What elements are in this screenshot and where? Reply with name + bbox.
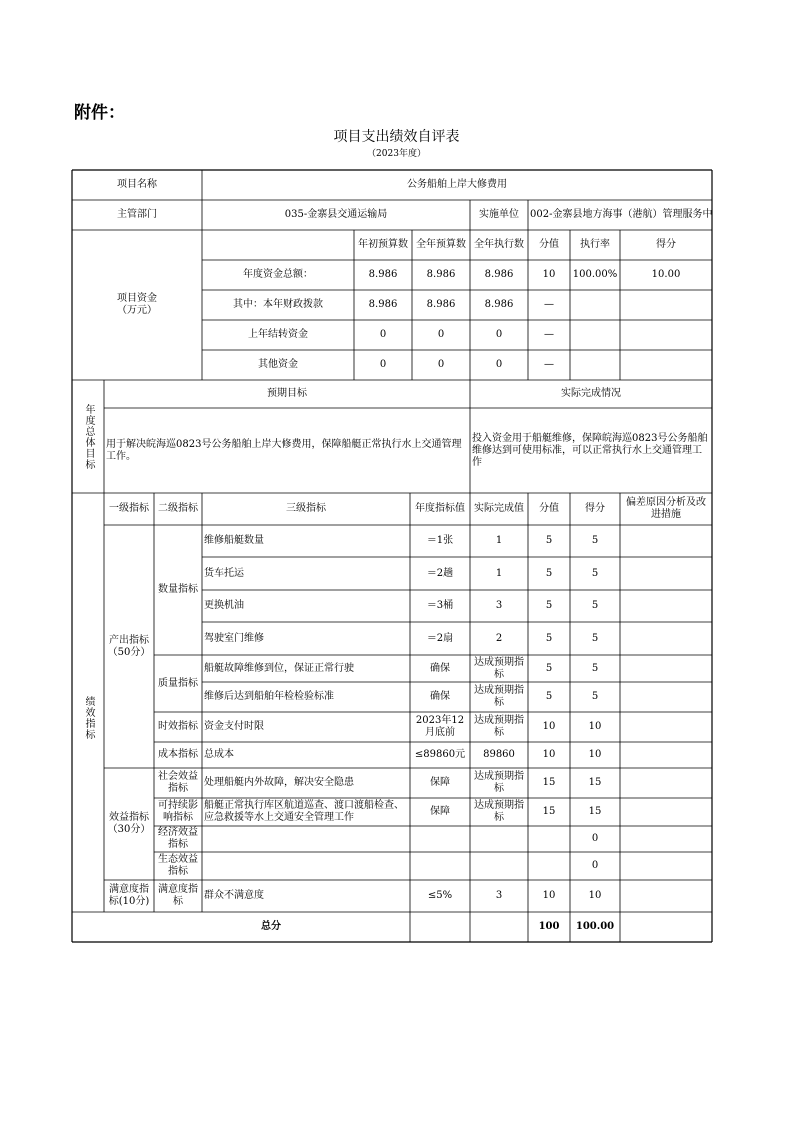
- perf-row-cell: 5: [591, 662, 599, 674]
- perf-row-cell: 15: [542, 806, 556, 817]
- funds-row-cell: 0: [437, 359, 445, 370]
- dept-label: 主管部门: [117, 209, 157, 220]
- perf-row-cell: ≤5%: [427, 890, 453, 901]
- perf-row-cell: 达成预期指标: [474, 771, 524, 794]
- perf-row-cell: 达成预期指标: [474, 800, 524, 823]
- funds-row-cell: [620, 290, 712, 320]
- project-name-label: 项目名称: [117, 179, 157, 190]
- perf-row-cell: 确保: [430, 662, 450, 674]
- perf-row-cell: [620, 742, 712, 768]
- perf-row-cell: 2023年12月底前: [415, 715, 465, 738]
- page-title: 项目支出绩效自评表: [333, 129, 460, 145]
- perf-row-cell: [410, 852, 470, 880]
- perf-row-cell: [620, 712, 712, 742]
- perf-row-name: 货车托运: [204, 567, 244, 579]
- perf-row-cell: [620, 655, 712, 682]
- perf-row-cell: [620, 557, 712, 590]
- funds-row-cell: [620, 320, 712, 350]
- perf-row-cell: [620, 798, 712, 826]
- perf-header: 一级指标: [109, 503, 149, 514]
- perf-row-cell: ＝2趟: [426, 567, 454, 579]
- level2-cell: 社会效益指标: [158, 771, 198, 794]
- funds-row-cell: 0: [437, 329, 445, 340]
- perf-row-cell: [620, 590, 712, 622]
- level2-cell: 成本指标: [158, 749, 198, 760]
- level2-cell: 数量指标: [158, 584, 198, 595]
- perf-row-cell: 1: [495, 567, 503, 579]
- perf-row-name: 驾驶室门维修: [204, 632, 264, 644]
- funds-row-cell: —: [544, 359, 554, 370]
- perf-row-cell: 5: [591, 600, 599, 611]
- funds-row-cell: 0: [495, 329, 503, 340]
- funds-row-name: 其他资金: [258, 359, 298, 370]
- year-note: （2023年度）: [367, 149, 426, 159]
- perf-row-cell: 5: [545, 600, 553, 611]
- perf-row-name: 维修后达到船舶年检检验标准: [204, 691, 334, 702]
- perf-row-cell: 达成预期指标: [474, 715, 524, 738]
- perf-row-cell: [620, 768, 712, 798]
- impl-value: 002-金寨县地方海事（港航）管理服务中: [530, 209, 712, 220]
- funds-row-cell: [570, 350, 620, 380]
- perf-row-name: 船艇正常执行库区航道巡查、渡口渡船检查、应急救援等水上交通安全管理工作: [204, 800, 404, 823]
- funds-row-cell: [570, 320, 620, 350]
- perf-header: 二级指标: [158, 503, 198, 514]
- perf-header: 三级指标: [286, 503, 326, 514]
- perf-row-cell: 0: [591, 833, 599, 844]
- perf-row-cell: 89860: [483, 749, 515, 760]
- perf-row-cell: 10: [588, 890, 602, 901]
- perf-row-cell: [528, 852, 570, 880]
- perf-header: 实际完成值: [474, 503, 524, 514]
- funds-row-cell: 8.986: [368, 269, 398, 280]
- perf-row-name: 群众不满意度: [204, 890, 264, 901]
- perf-row-cell: 达成预期指标: [474, 685, 524, 708]
- perf-row-cell: 0: [591, 860, 599, 871]
- funds-header: 全年执行数: [474, 239, 524, 250]
- perf-row-cell: 10: [588, 749, 602, 760]
- level2-cell: 时效指标: [158, 721, 198, 732]
- perf-row-cell: 5: [545, 632, 553, 644]
- perf-row-name: [202, 826, 410, 852]
- funds-row-cell: 8.986: [426, 269, 456, 280]
- funds-row-cell: 8.986: [426, 299, 456, 310]
- funds-header: 得分: [656, 239, 676, 250]
- funds-header: 执行率: [580, 239, 610, 250]
- funds-row-name: 上年结转资金: [248, 329, 308, 340]
- perf-row-cell: [470, 826, 528, 852]
- perf-row-cell: 5: [591, 691, 599, 702]
- perf-row-cell: ≤89860元: [414, 749, 466, 760]
- perf-row-cell: [620, 682, 712, 712]
- perf-header: 年度指标值: [415, 503, 465, 514]
- perf-row-cell: 3: [495, 890, 503, 901]
- perf-row-cell: 1: [495, 535, 503, 546]
- funds-row-cell: 8.986: [484, 269, 514, 280]
- actual-goal-label: 实际完成情况: [561, 388, 621, 399]
- level2-cell: 质量指标: [158, 677, 198, 689]
- perf-row-cell: [620, 622, 712, 655]
- perf-row-cell: 达成预期指标: [474, 656, 524, 680]
- perf-row-cell: 15: [542, 777, 556, 788]
- perf-row-cell: [620, 525, 712, 557]
- perf-row-name: 总成本: [204, 749, 234, 760]
- funds-row-cell: 10: [542, 269, 556, 280]
- perf-label: 绩效指标: [83, 695, 94, 740]
- level1-satisfaction: 满意度指标(10分): [108, 884, 150, 907]
- perf-header: 偏差原因分析及改进措施: [626, 497, 706, 520]
- funds-row-cell: —: [544, 299, 554, 310]
- perf-row-name: 资金支付时限: [204, 721, 264, 732]
- perf-row-cell: [528, 826, 570, 852]
- perf-row-cell: [620, 826, 712, 852]
- perf-row-cell: 确保: [430, 691, 450, 702]
- level2-cell: 可持续影响指标: [158, 800, 198, 823]
- perf-row-cell: 10: [542, 749, 556, 760]
- attachment-label: 附件：: [74, 103, 125, 123]
- level2-cell: 生态效益指标: [158, 854, 198, 877]
- expected-goal-label: 预期目标: [267, 388, 307, 399]
- funds-row-name: 其中：本年财政拨款: [233, 299, 323, 310]
- funds-label: 项目资金 （万元）: [117, 293, 157, 316]
- funds-row-cell: 100.00%: [572, 269, 618, 280]
- perf-row-cell: 5: [591, 535, 599, 546]
- funds-row-cell: [570, 290, 620, 320]
- total-label: 总分: [261, 921, 281, 932]
- perf-row-cell: 保障: [430, 777, 450, 788]
- perf-row-cell: [470, 852, 528, 880]
- perf-row-cell: 5: [545, 691, 553, 702]
- perf-row-name: [202, 852, 410, 880]
- level1-benefit: 效益指标 （30分）: [107, 812, 151, 835]
- perf-row-cell: 3: [495, 600, 503, 611]
- perf-row-name: 更换机油: [204, 600, 244, 611]
- perf-row-cell: 10: [542, 721, 556, 732]
- perf-header: 分值: [539, 503, 559, 514]
- level2-cell: 满意度指标: [158, 884, 198, 907]
- funds-row-cell: [620, 350, 712, 380]
- funds-row-cell: 0: [495, 359, 503, 370]
- perf-row-cell: [620, 852, 712, 880]
- perf-row-cell: 15: [588, 777, 602, 788]
- funds-row-cell: —: [544, 329, 554, 340]
- funds-row-name: 年度资金总额：: [243, 269, 313, 280]
- perf-row-cell: [410, 826, 470, 852]
- perf-row-cell: ＝3桶: [426, 600, 454, 611]
- perf-row-cell: 10: [588, 721, 602, 732]
- actual-goal-text: 投入资金用于船艇维修，保障皖海巡0823号公务船舶维修达到可使用标准，可以正常执行水上交通管理工作: [472, 432, 708, 468]
- perf-row-cell: ＝2扇: [426, 632, 454, 644]
- perf-row-name: 船艇故障维修到位，保证正常行驶: [204, 662, 354, 674]
- project-name-value: 公务船舶上岸大修费用: [407, 179, 507, 190]
- funds-header: 全年预算数: [416, 239, 466, 250]
- perf-row-cell: 保障: [430, 806, 450, 817]
- perf-row-name: 维修船艇数量: [204, 535, 264, 546]
- total-score-value: 100: [538, 921, 560, 932]
- perf-row-cell: 15: [588, 806, 602, 817]
- perf-header: 得分: [585, 503, 605, 514]
- funds-row-cell: 0: [379, 359, 387, 370]
- expected-goal-text: 用于解决皖海巡0823号公务船舶上岸大修费用，保障船艇正常执行水上交通管理工作。: [106, 438, 462, 462]
- level2-cell: 经济效益指标: [158, 827, 198, 850]
- perf-row-cell: 5: [545, 567, 553, 579]
- funds-row-cell: 8.986: [484, 299, 514, 310]
- impl-label: 实施单位: [479, 209, 519, 220]
- perf-row-cell: 5: [545, 535, 553, 546]
- goals-label: 年度总体目标: [83, 403, 94, 470]
- perf-row-cell: 5: [591, 567, 599, 579]
- funds-header: 分值: [539, 239, 559, 250]
- funds-header: 年初预算数: [358, 239, 408, 250]
- dept-value: 035-金寨县交通运输局: [284, 209, 388, 220]
- perf-row-cell: 10: [542, 890, 556, 901]
- funds-row-cell: 0: [379, 329, 387, 340]
- total-score: 100.00: [575, 921, 615, 932]
- funds-row-cell: 8.986: [368, 299, 398, 310]
- perf-row-cell: 2: [495, 632, 503, 644]
- level1-output: 产出指标 （50分）: [107, 634, 151, 658]
- perf-row-cell: ＝1张: [426, 535, 454, 546]
- perf-row-cell: [620, 880, 712, 912]
- funds-row-cell: 10.00: [651, 269, 681, 280]
- perf-row-cell: 5: [545, 662, 553, 674]
- perf-row-cell: 5: [591, 632, 599, 644]
- perf-row-name: 处理船艇内外故障，解决安全隐患: [204, 777, 354, 788]
